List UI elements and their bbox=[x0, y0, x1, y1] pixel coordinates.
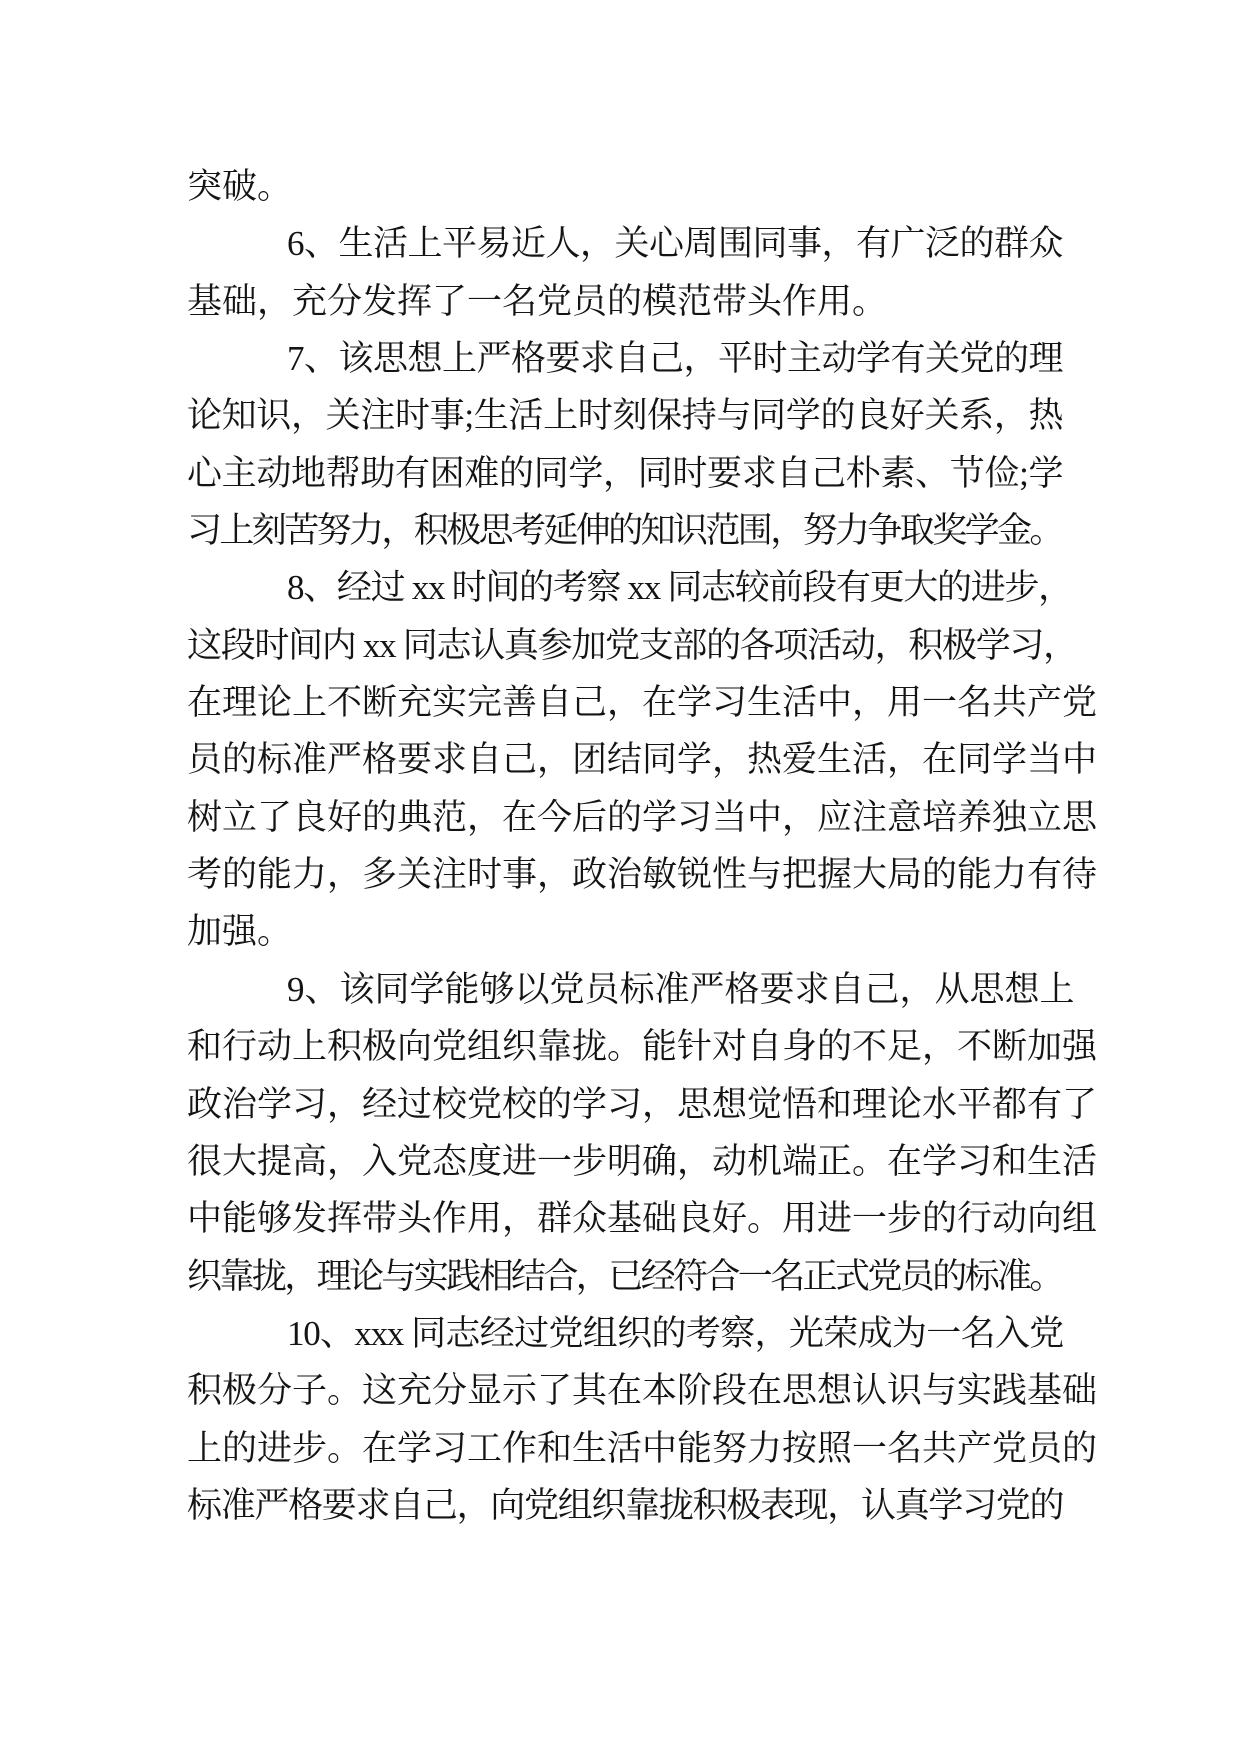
text-line: 考的能力，多关注时事，政治敏锐性与把握大局的能力有待 bbox=[187, 855, 1098, 895]
text-line: 9、该同学能够以党员标准严格要求自己，从思想上 bbox=[287, 969, 1075, 1009]
text-line: 8、经过 xx 时间的考察 xx 同志较前段有更大的进步， bbox=[287, 568, 1072, 608]
text-line: 加强。 bbox=[187, 912, 293, 952]
text-line: 积极分子。这充分显示了其在本阶段在思想认识与实践基础 bbox=[187, 1371, 1098, 1411]
text-line: 树立了良好的典范，在今后的学习当中，应注意培养独立思 bbox=[187, 797, 1098, 837]
text-line: 论知识，关注时事;生活上时刻保持与同学的良好关系，热 bbox=[187, 396, 1063, 436]
text-block bbox=[187, 158, 1098, 1534]
text-line: 习上刻苦努力，积极思考延伸的知识范围，努力争取奖学金。 bbox=[187, 511, 1062, 551]
text-line: 很大提高，入党态度进一步明确，动机端正。在学习和生活 bbox=[187, 1141, 1098, 1181]
text-line: 政治学习，经过校党校的学习，思想觉悟和理论水平都有了 bbox=[187, 1084, 1098, 1124]
text-line: 7、该思想上严格要求自己，平时主动学有关党的理 bbox=[287, 339, 1064, 379]
text-line: 织靠拢，理论与实践相结合，已经符合一名正式党员的标准。 bbox=[187, 1256, 1062, 1296]
text-line: 标准严格要求自己，向党组织靠拢积极表现，认真学习党的 bbox=[187, 1485, 1064, 1525]
text-line: 和行动上积极向党组织靠拢。能针对自身的不足，不断加强 bbox=[187, 1027, 1098, 1067]
text-line: 在理论上不断充实完善自己，在学习生活中，用一名共产党 bbox=[187, 683, 1098, 723]
text-line: 员的标准严格要求自己，团结同学，热爱生活，在同学当中 bbox=[187, 740, 1098, 780]
text-line: 6、生活上平易近人，关心周围同事，有广泛的群众 bbox=[287, 224, 1064, 264]
text-line: 10、xxx 同志经过党组织的考察，光荣成为一名入党 bbox=[287, 1313, 1063, 1353]
text-line: 上的进步。在学习工作和生活中能努力按照一名共产党员的 bbox=[187, 1428, 1098, 1468]
text-line: 中能够发挥带头作用，群众基础良好。用进一步的行动向组 bbox=[187, 1199, 1098, 1239]
text-line: 心主动地帮助有困难的同学，同时要求自己朴素、节俭;学 bbox=[187, 453, 1063, 493]
text-line: 基础，充分发挥了一名党员的模范带头作用。 bbox=[187, 281, 888, 321]
text-line: 突破。 bbox=[187, 167, 293, 206]
text-line: 这段时间内 xx 同志认真参加党支部的各项活动，积极学习， bbox=[187, 625, 1077, 665]
